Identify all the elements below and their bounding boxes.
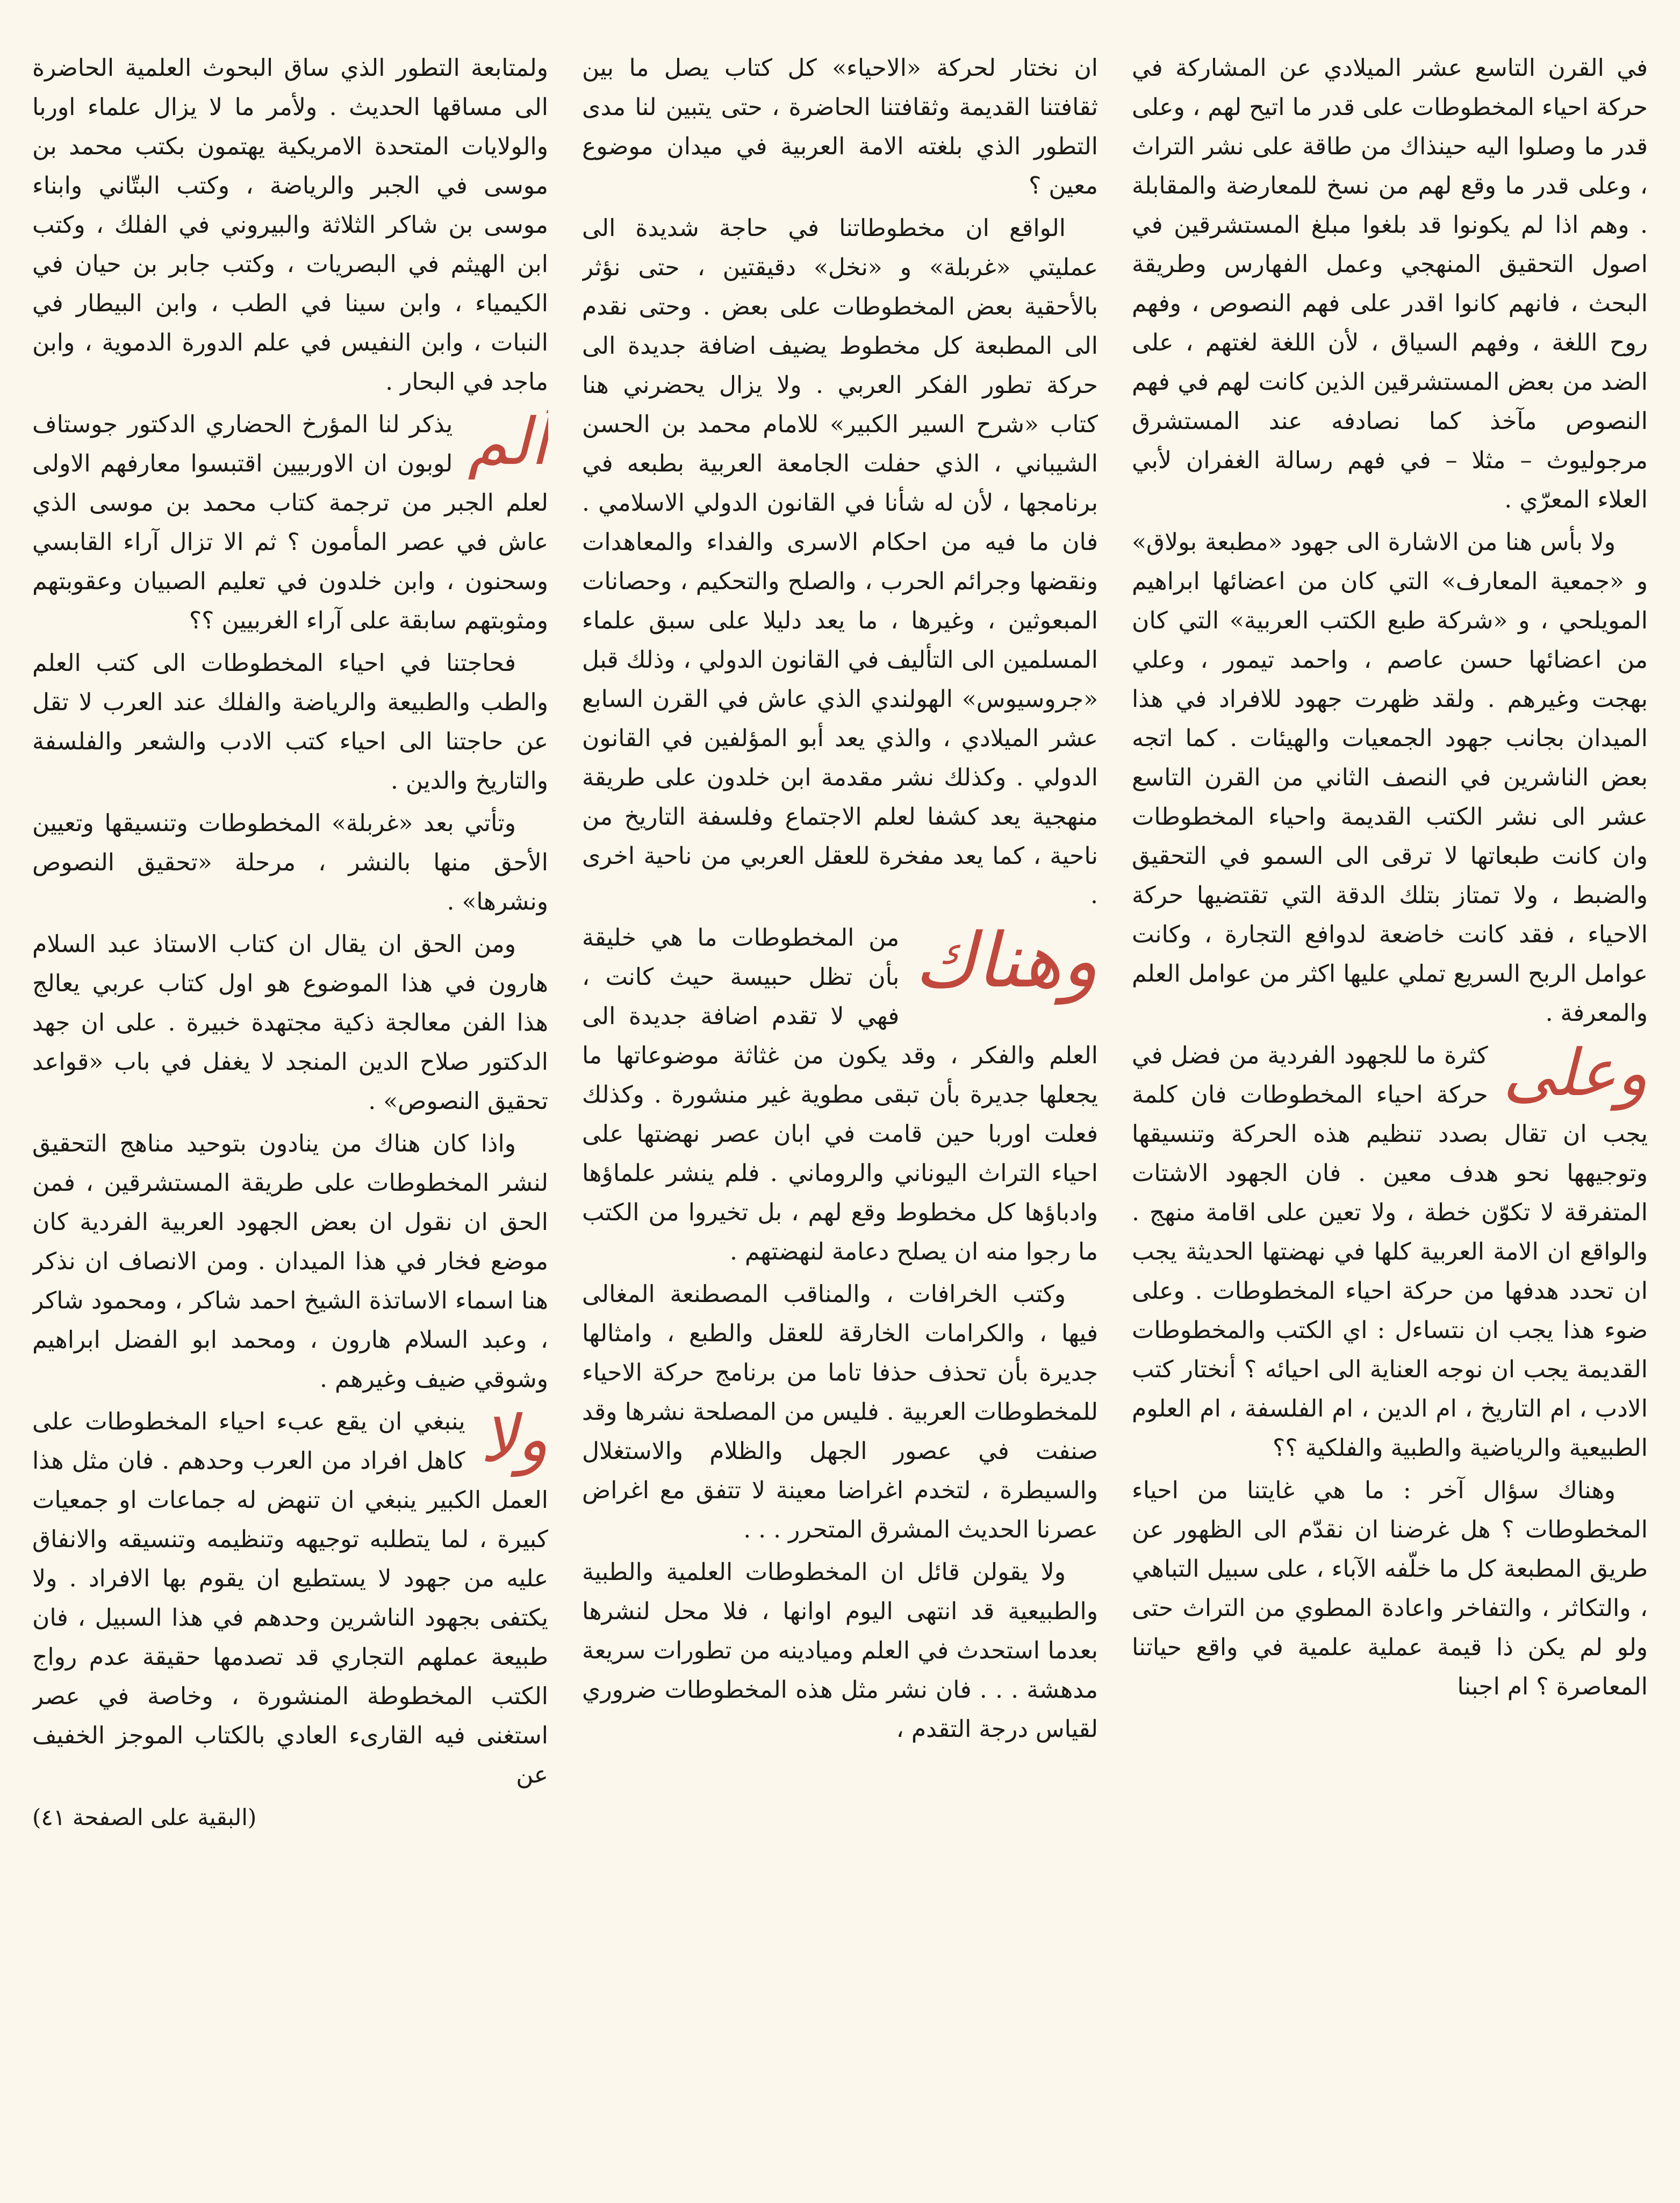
paragraph: ولا بأس هنا من الاشارة الى جهود «مطبعة بولاق» و «جمعية المعارف» التي كان من اعضائها ابراهيم المويلحي ، و «شركة طبع الكتب العربية» التي كان من اعضائها حسن عاصم ، واحمد تيمور ، وعلي بهجت وغيرهم . ولقد ظهرت جهود للافراد في هذا الميدان بجانب جهود الجمعيات والهيئات . كما اتجه بعض الناشرين في النصف الثاني من القرن التاسع عشر الى نشر الكتب القديمة واحياء المخطوطات وان كانت طبعاتها لا ترقى الى السمو في التحقيق والضبط ، ولا تمتاز بتلك الدقة التي تقتضيها حركة الاحياء ، فقد كانت خاضعة لدوافع التجارة ، وكانت عوامل الربح السريع تملي عليها اكثر من عوامل العلم والمعرفة .: [1132, 528, 1648, 1027]
article-column-left: [32, 48, 548, 2134]
ornamental-initial: وهناك: [914, 917, 1098, 1005]
paragraph: الواقع ان مخطوطاتنا في حاجة شديدة الى عمليتي «غربلة» و «نخل» دقيقتين ، حتى نؤثر بالأحقية بعض المخطوطات على بعض . وحتى نقدم الى المطبعة كل مخطوط يضيف اضافة جديدة الى حركة تطور الفكر العربي . ولا يزال يحضرني هنا كتاب «شرح السير الكبير» للامام محمد بن الحسن الشيباني ، الذي حفلت الجامعة العربية بطبعه في برنامجها ، لأن له شأنا في القانون الدولي الاسلامي . فان ما فيه من احكام الاسرى والفداء والمعاهدات ونقضها وجرائم الحرب ، والصلح والتحكيم ، وحصانات المبعوثين ، وغيرها ، ما يعد دليلا على سبق علماء المسلمين الى التأليف في القانون الدولي ، وذلك قبل «جروسيوس» الهولندي الذي عاش في القرن السابع عشر الميلادي ، والذي يعد أبو المؤلفين في القانون الدولي . وكذلك نشر مقدمة ابن خلدون على طريقة منهجية يعد كشفا لعلم الاجتماع وفلسفة التاريخ من ناحية ، كما يعد مفخرة للعقل العربي من ناحية اخرى .: [582, 214, 1098, 909]
paragraph-text: يذكر لنا المؤرخ الحضاري الدكتور جوستاف لوبون ان الاوربيين اقتبسوا معارفهم الاولى لعلم الجبر من ترجمة كتاب محمد بن موسى الذي عاش في عصر المأمون ؟ ثم الا تزال آراء القابسي وسحنون ، وابن خلدون في تعليم الصبيان وعقوبتهم ومثوبتهم سابقة على آراء الغربيين ؟؟: [32, 411, 548, 634]
continuation-note: (البقية على الصفحة ٤١): [32, 1804, 257, 1830]
paragraph: ولمتابعة التطور الذي ساق البحوث العلمية الحاضرة الى مساقها الحديث . ولأمر ما لا يزال علماء اوربا والولايات المتحدة الامريكية يهتمون بكتب محمد بن موسى في الجبر والرياضة ، وكتب البتّاني وابناء موسى بن شاكر الثلاثة والبيروني في الفلك ، وكتب ابن الهيثم في البصريات ، وكتب جابر بن حيان في الكيمياء ، وابن سينا في الطب ، وابن البيطار في النبات ، وابن النفيس في علم الدورة الدموية ، وابن ماجد في البحار .: [32, 54, 548, 396]
ornamental-initial: ألم: [468, 405, 548, 480]
paragraph: [32, 405, 548, 640]
paragraph: ومن الحق ان يقال ان كتاب الاستاذ عبد السلام هارون في هذا الموضوع هو اول كتاب عربي يعالج هذا الفن معالجة ذكية مجتهدة خبيرة . على ان جهد الدكتور صلاح الدين المنجد لا يغفل في باب «قواعد تحقيق النصوص» .: [32, 931, 548, 1115]
paragraph: [32, 1402, 548, 1794]
paragraph: ان نختار لحركة «الاحياء» كل كتاب يصل ما بين ثقافتنا القديمة وثقافتنا الحاضرة ، حتى يتبين لنا مدى التطور الذي بلغته الامة العربية في ميدان موضوع معين ؟: [582, 54, 1098, 199]
article-column-right: [1132, 48, 1648, 2134]
ornamental-initial: وعلى: [1503, 1036, 1648, 1111]
paragraph-text: كثرة ما للجهود الفردية من فضل في حركة احياء المخطوطات فان كلمة يجب ان تقال بصدد تنظيم هذه الحركة وتنسيقها وتوجيهها نحو هدف معين . فان الجهود الاشتات المتفرقة لا تكوّن خطة ، ولا تعين على اقامة منهج . والواقع ان الامة العربية كلها في نهضتها الحديثة يجب ان تحدد هدفها من حركة احياء المخطوطات . وعلى ضوء هذا يجب ان نتساءل : اي الكتب والمخطوطات القديمة يجب ان نوجه العناية الى احيائه ؟ أنختار كتب الادب ، ام التاريخ ، ام الدين ، ام الفلسفة ، ام العلوم الطبيعية والرياضية والطبية والفلكية ؟؟: [1132, 1042, 1648, 1462]
paragraph: وكتب الخرافات ، والمناقب المصطنعة المغالى فيها ، والكرامات الخارقة للعقل والطبع ، وامثالها جديرة بأن تحذف حذفا تاما من برنامج حركة الاحياء للمخطوطات العربية . فليس من المصلحة نشرها وقد صنفت في عصور الجهل والظلام والاستغلال والسيطرة ، لتخدم اغراضا معينة لا تتفق مع اغراض عصرنا الحديث المشرق المتحرر . . .: [582, 1281, 1098, 1543]
paragraph: وهناك سؤال آخر : ما هي غايتنا من احياء المخطوطات ؟ هل غرضنا ان نقدّم الى الظهور عن طريق المطبعة كل ما خلّفه الآباء ، على سبيل التباهي ، والتكاثر ، والتفاخر واعادة المطوي من التراث حتى ولو لم يكن ذا قيمة عملية علمية في واقع حياتنا المعاصرة ؟ ام اجبنا: [1132, 1477, 1648, 1700]
paragraph: [1132, 1036, 1648, 1468]
paragraph: في القرن التاسع عشر الميلادي عن المشاركة في حركة احياء المخطوطات على قدر ما اتيح لهم ، وعلى قدر ما وصلوا اليه حينذاك من طاقة على نشر التراث ، وعلى قدر ما وقع لهم من نسخ للمعارضة والمقابلة . وهم اذا لم يكونوا قد بلغوا مبلغ المستشرقين في اصول التحقيق المنهجي وعمل الفهارس وطريقة البحث ، فانهم كانوا اقدر على فهم النصوص ، وفهم روح اللغة ، وفهم السياق ، لأن اللغة لغتهم ، على الضد من بعض المستشرقين الذين كانت لهم في فهم النصوص مآخذ كما نصادفه عند المستشرق مرجوليوث – مثلا – في فهم رسالة الغفران لأبي العلاء المعرّي .: [1132, 54, 1648, 513]
article-column-middle: [582, 48, 1098, 2134]
paragraph: فحاجتنا في احياء المخطوطات الى كتب العلم والطب والطبيعة والرياضة والفلك عند العرب لا تقل عن حاجتنا الى احياء كتب الادب والشعر والفلسفة والتاريخ والدين .: [32, 649, 548, 795]
paragraph-text: ينبغي ان يقع عبء احياء المخطوطات على كاهل افراد من العرب وحدهم . فان مثل هذا العمل الكبير ينبغي ان تنهض له جماعات او جمعيات كبيرة ، لما يتطلبه توجيهه وتنظيمه وتنسيقه والانفاق عليه من جهود لا يستطيع ان يقوم بها الافراد . ولا يكتفى بجهود الناشرين وحدهم في هذا السبيل ، فان طبيعة عملهم التجاري قد تصدمها حقيقة عدم رواج الكتب المخطوطة المنشورة ، وخاصة في عصر استغنى فيه القارىء العادي بالكتاب الموجز الخفيف عن: [32, 1408, 548, 1789]
ornamental-initial: ولا: [480, 1402, 548, 1477]
article-page: [32, 48, 1648, 2134]
paragraph: واذا كان هناك من ينادون بتوحيد مناهج التحقيق لنشر المخطوطات على طريقة المستشرقين ، فمن الحق ان نقول ان بعض الجهود العربية الفردية كان موضع فخار في هذا الميدان . ومن الانصاف ان نذكر هنا اسماء الاساتذة الشيخ احمد شاكر ، ومحمود شاكر ، وعبد السلام هارون ، ومحمد ابو الفضل ابراهيم وشوقي ضيف وغيرهم .: [32, 1130, 548, 1393]
paragraph-text: من المخطوطات ما هي خليقة بأن تظل حبيسة حيث كانت ، فهي لا تقدم اضافة جديدة الى العلم والفكر ، وقد يكون من غثاثة موضوعاتها ما يجعلها جديرة بأن تبقى مطوية غير منشورة . وكذلك فعلت اوربا حين قامت في ابان عصر نهضتها على احياء التراث اليوناني والروماني . فلم ينشر علماؤها وادباؤها كل مخطوط وقع لهم ، بل تخيروا من الكتب ما رجوا منه ان يصلح دعامة لنهضتهم .: [582, 924, 1098, 1265]
paragraph: وتأتي بعد «غربلة» المخطوطات وتنسيقها وتعيين الأحق منها بالنشر ، مرحلة «تحقيق النصوص ونشرها» .: [32, 810, 548, 915]
paragraph: ولا يقولن قائل ان المخطوطات العلمية والطبية والطبيعية قد انتهى اليوم اوانها ، فلا محل لنشرها بعدما استحدث في العلم وميادينه من تطورات سريعة مدهشة . . . فان نشر مثل هذه المخطوطات ضروري لقياس درجة التقدم ،: [582, 1558, 1098, 1743]
paragraph: [582, 918, 1098, 1271]
